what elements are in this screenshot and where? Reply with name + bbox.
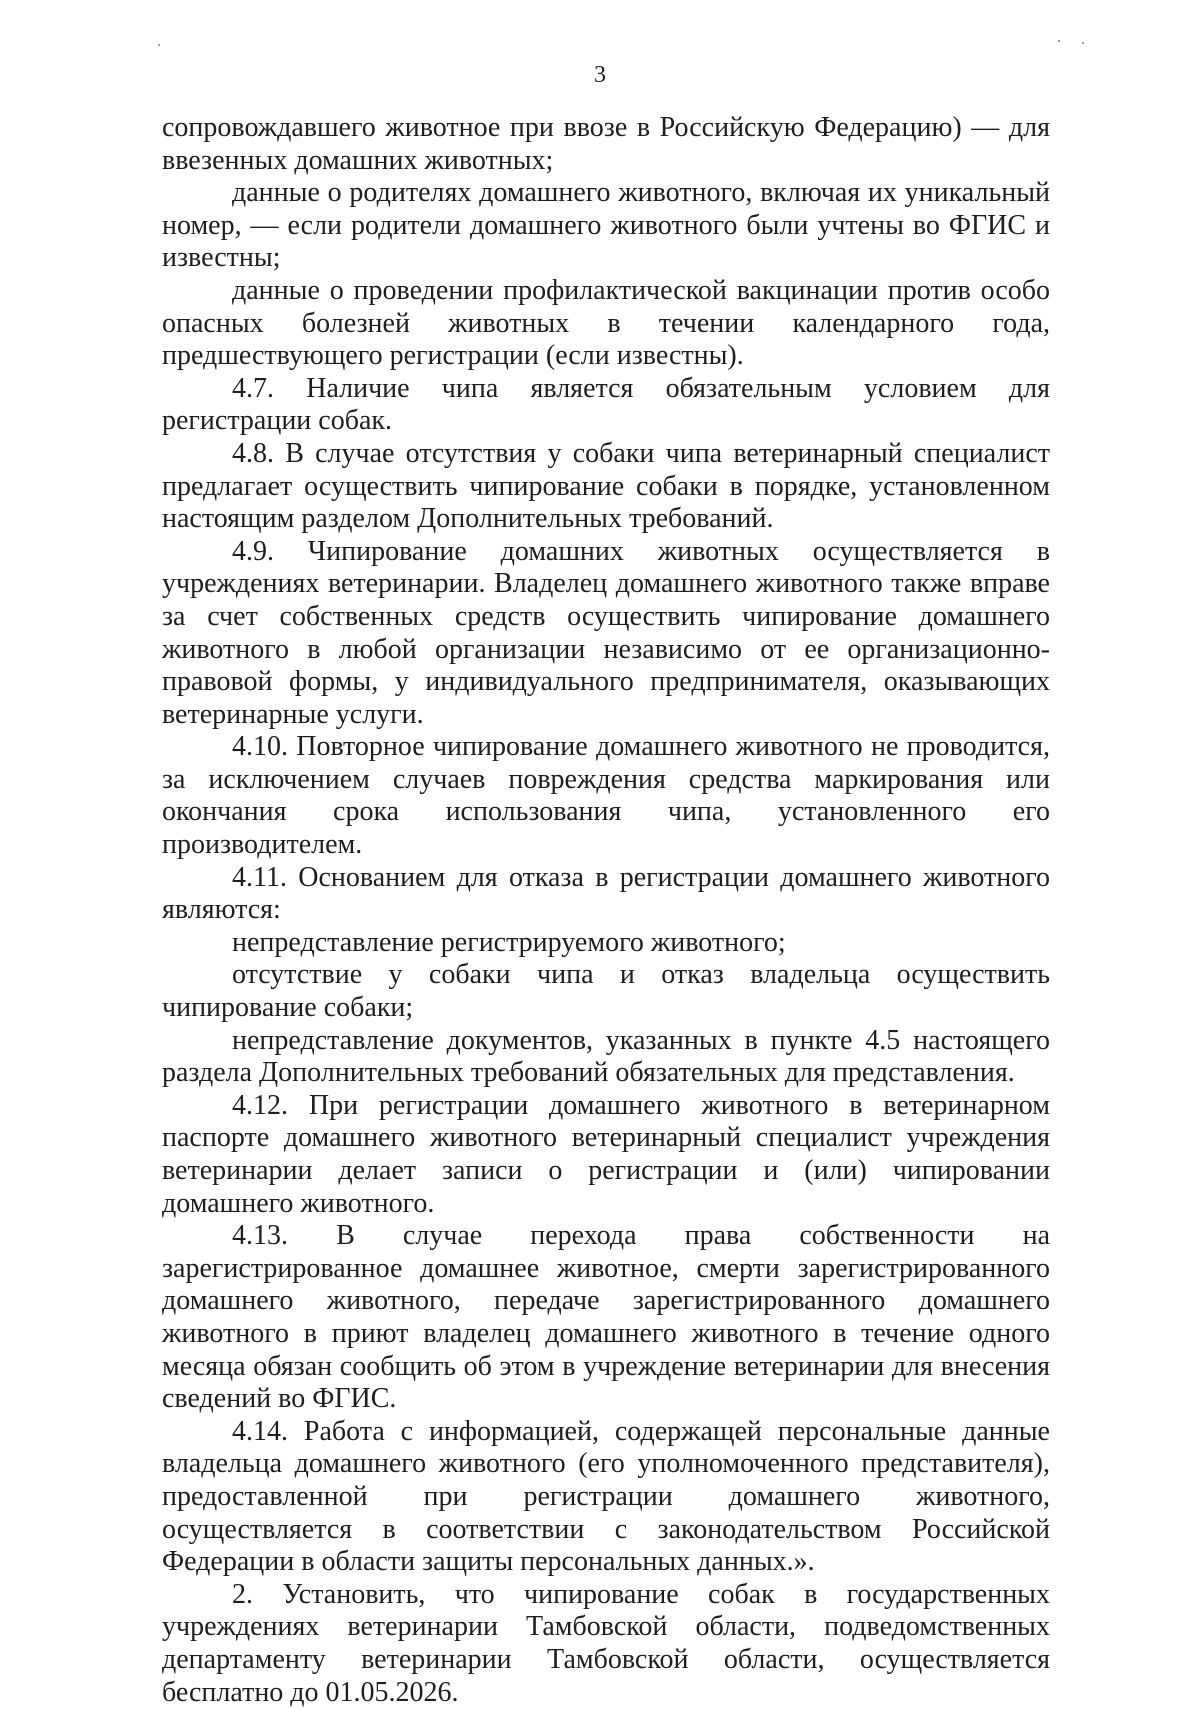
paragraph: отсутствие у собаки чипа и отказ владельца осуществить чипирование собаки; [162, 959, 1050, 1024]
paragraph: 4.10. Повторное чипирование домашнего животного не проводится, за исключением случаев повреждения средства маркирования или окончания срока использования чипа, установленного его производителем. [162, 731, 1050, 861]
paragraph: 4.14. Работа с информацией, содержащей персональные данные владельца домашнего животного (его уполномоченного представителя), предоставленной при регистрации домашнего животного, осуществляется в соответствии с законодательством Российской Федерации в области защиты персональных данных.». [162, 1415, 1050, 1578]
paragraph: сопровождавшего животное при ввозе в Российскую Федерацию) — для ввезенных домашних животных; [162, 112, 1050, 176]
scan-speck [1082, 42, 1084, 44]
paragraph: 4.7. Наличие чипа является обязательным условием для регистрации собак. [162, 372, 1050, 437]
paragraph: 4.13. В случае перехода права собственности на зарегистрированное домашнее животное, смерти зарегистрированного домашнего животного, передаче зарегистрированного домашнего животного в приют владелец домашнего животного в течение одного месяца обязан сообщить об этом в учреждение ветеринарии для внесения сведений во ФГИС. [162, 1220, 1050, 1415]
scan-speck [158, 44, 160, 46]
paragraph: 2. Установить, что чипирование собак в государственных учреждениях ветеринарии Тамбовской области, подведомственных департаменту ветеринарии Тамбовской области, осуществляется бесплатно до 01.05.2026. [162, 1578, 1050, 1708]
paragraph: непредставление документов, указанных в пункте 4.5 настоящего раздела Дополнительных требований обязательных для представления. [162, 1024, 1050, 1089]
paragraph: 4.9. Чипирование домашних животных осуществляется в учреждениях ветеринарии. Владелец домашнего животного также вправе за счет собственных средств осуществить чипирование домашнего животного в любой организации независимо от ее организационно-правовой формы, у индивидуального предпринимателя, оказывающих ветеринарные услуги. [162, 535, 1050, 730]
paragraph: 4.11. Основанием для отказа в регистрации домашнего животного являются: [162, 861, 1050, 926]
scan-speck [1058, 40, 1060, 42]
paragraph: данные о проведении профилактической вакцинации против особо опасных болезней животных в течении календарного года, предшествующего регистрации (если известны). [162, 274, 1050, 372]
paragraph: 4.12. При регистрации домашнего животного в ветеринарном паспорте домашнего животного ветеринарный специалист учреждения ветеринарии делает записи о регистрации и (или) чипировании домашнего животного. [162, 1089, 1050, 1219]
document-body [162, 112, 1050, 1709]
paragraph: непредставление регистрируемого животного; [232, 926, 786, 958]
paragraph: данные о родителях домашнего животного, включая их уникальный номер, — если родители домашнего животного были учтены во ФГИС и известны; [162, 177, 1050, 274]
page-number: 3 [594, 62, 606, 88]
paragraph: 4.8. В случае отсутствия у собаки чипа ветеринарный специалист предлагает осуществить чипирование собаки в порядке, установленном настоящим разделом Дополнительных требований. [162, 437, 1050, 535]
